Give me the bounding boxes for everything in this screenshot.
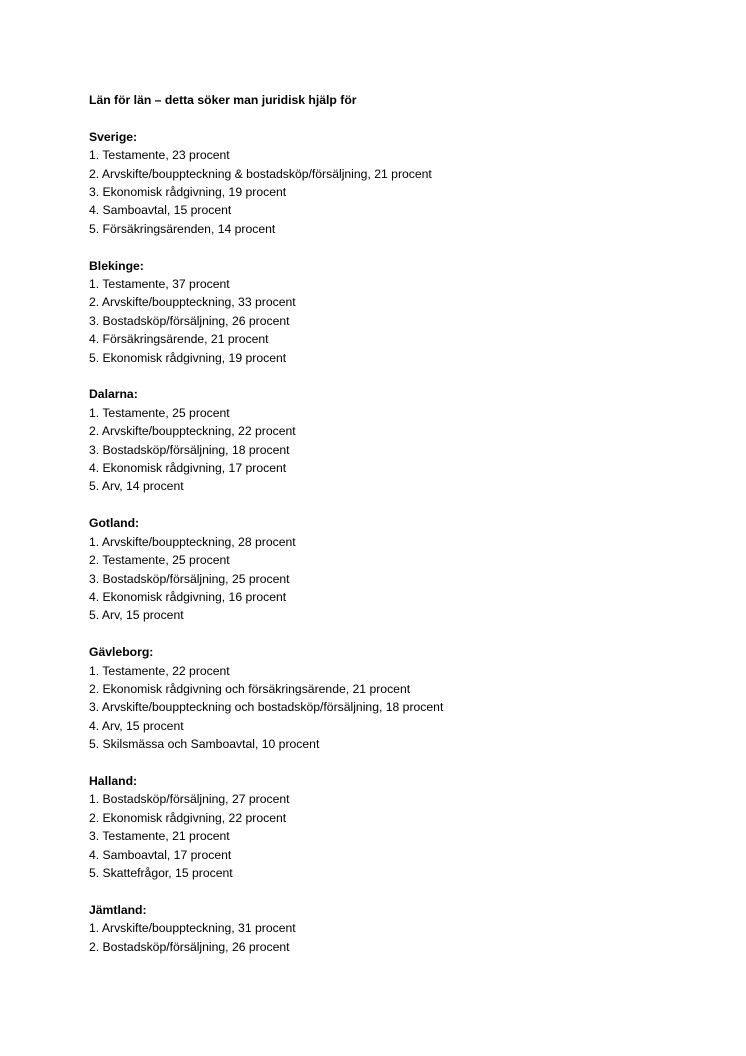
list-item: 1. Testamente, 22 procent: [89, 663, 230, 678]
list-item: 2. Arvskifte/bouppteckning, 33 procent: [89, 295, 296, 310]
list-item: 2. Ekonomisk rådgivning och försäkringsärende, 21 procent: [89, 681, 411, 696]
list-item: 4. Samboavtal, 15 procent: [89, 203, 232, 218]
document-page: [89, 91, 709, 974]
list-item: 2. Arvskifte/bouppteckning, 22 procent: [89, 424, 296, 439]
list-item: 2. Ekonomisk rådgivning, 22 procent: [89, 810, 287, 825]
list-item: 1. Arvskifte/bouppteckning, 31 procent: [89, 921, 296, 936]
list-item: 5. Skattefrågor, 15 procent: [89, 865, 233, 880]
section-heading: Dalarna:: [89, 387, 138, 402]
list-item: 4. Ekonomisk rådgivning, 16 procent: [89, 589, 287, 604]
list-item: 3. Bostadsköp/försäljning, 26 procent: [89, 313, 290, 328]
section-heading: Gotland:: [89, 516, 140, 531]
list-item: 3. Testamente, 21 procent: [89, 829, 230, 844]
list-item: 5. Ekonomisk rådgivning, 19 procent: [89, 350, 287, 365]
list-item: 1. Testamente, 37 procent: [89, 277, 230, 292]
section-heading: Gävleborg:: [89, 645, 154, 660]
list-item: 3. Bostadsköp/försäljning, 18 procent: [89, 442, 290, 457]
section-heading: Blekinge:: [89, 258, 144, 273]
list-item: 2. Arvskifte/bouppteckning & bostadsköp/försäljning, 21 procent: [89, 166, 432, 181]
list-item: 4. Samboavtal, 17 procent: [89, 847, 232, 862]
list-item: 4. Ekonomisk rådgivning, 17 procent: [89, 461, 287, 476]
list-item: 4. Arv, 15 procent: [89, 718, 184, 733]
section-heading: Jämtland:: [89, 902, 147, 917]
list-item: 5. Skilsmässa och Samboavtal, 10 procent: [89, 737, 320, 752]
list-item: 1. Testamente, 23 procent: [89, 148, 230, 163]
list-item: 1. Testamente, 25 procent: [89, 405, 230, 420]
section-jamtland: [89, 901, 709, 956]
section-gotland: [89, 514, 709, 624]
document-title: Län för län – detta söker man juridisk hjälp för: [89, 93, 357, 107]
section-heading: Halland:: [89, 773, 138, 788]
list-item: 1. Bostadsköp/försäljning, 27 procent: [89, 792, 290, 807]
list-item: 5. Arv, 14 procent: [89, 479, 184, 494]
list-item: 3. Arvskifte/bouppteckning och bostadsköp/försäljning, 18 procent: [89, 700, 444, 715]
list-item: 5. Arv, 15 procent: [89, 608, 184, 623]
list-item: 2. Bostadsköp/försäljning, 26 procent: [89, 939, 290, 954]
list-item: 1. Arvskifte/bouppteckning, 28 procent: [89, 534, 296, 549]
list-item: 5. Försäkringsärenden, 14 procent: [89, 221, 276, 236]
section-blekinge: [89, 257, 709, 367]
list-item: 2. Testamente, 25 procent: [89, 553, 230, 568]
list-item: 3. Ekonomisk rådgivning, 19 procent: [89, 185, 287, 200]
list-item: 3. Bostadsköp/försäljning, 25 procent: [89, 571, 290, 586]
list-item: 4. Försäkringsärende, 21 procent: [89, 332, 269, 347]
section-heading: Sverige:: [89, 129, 138, 144]
section-sverige: [89, 128, 709, 238]
section-dalarna: [89, 385, 709, 495]
section-gavleborg: [89, 643, 709, 753]
section-halland: [89, 772, 709, 882]
